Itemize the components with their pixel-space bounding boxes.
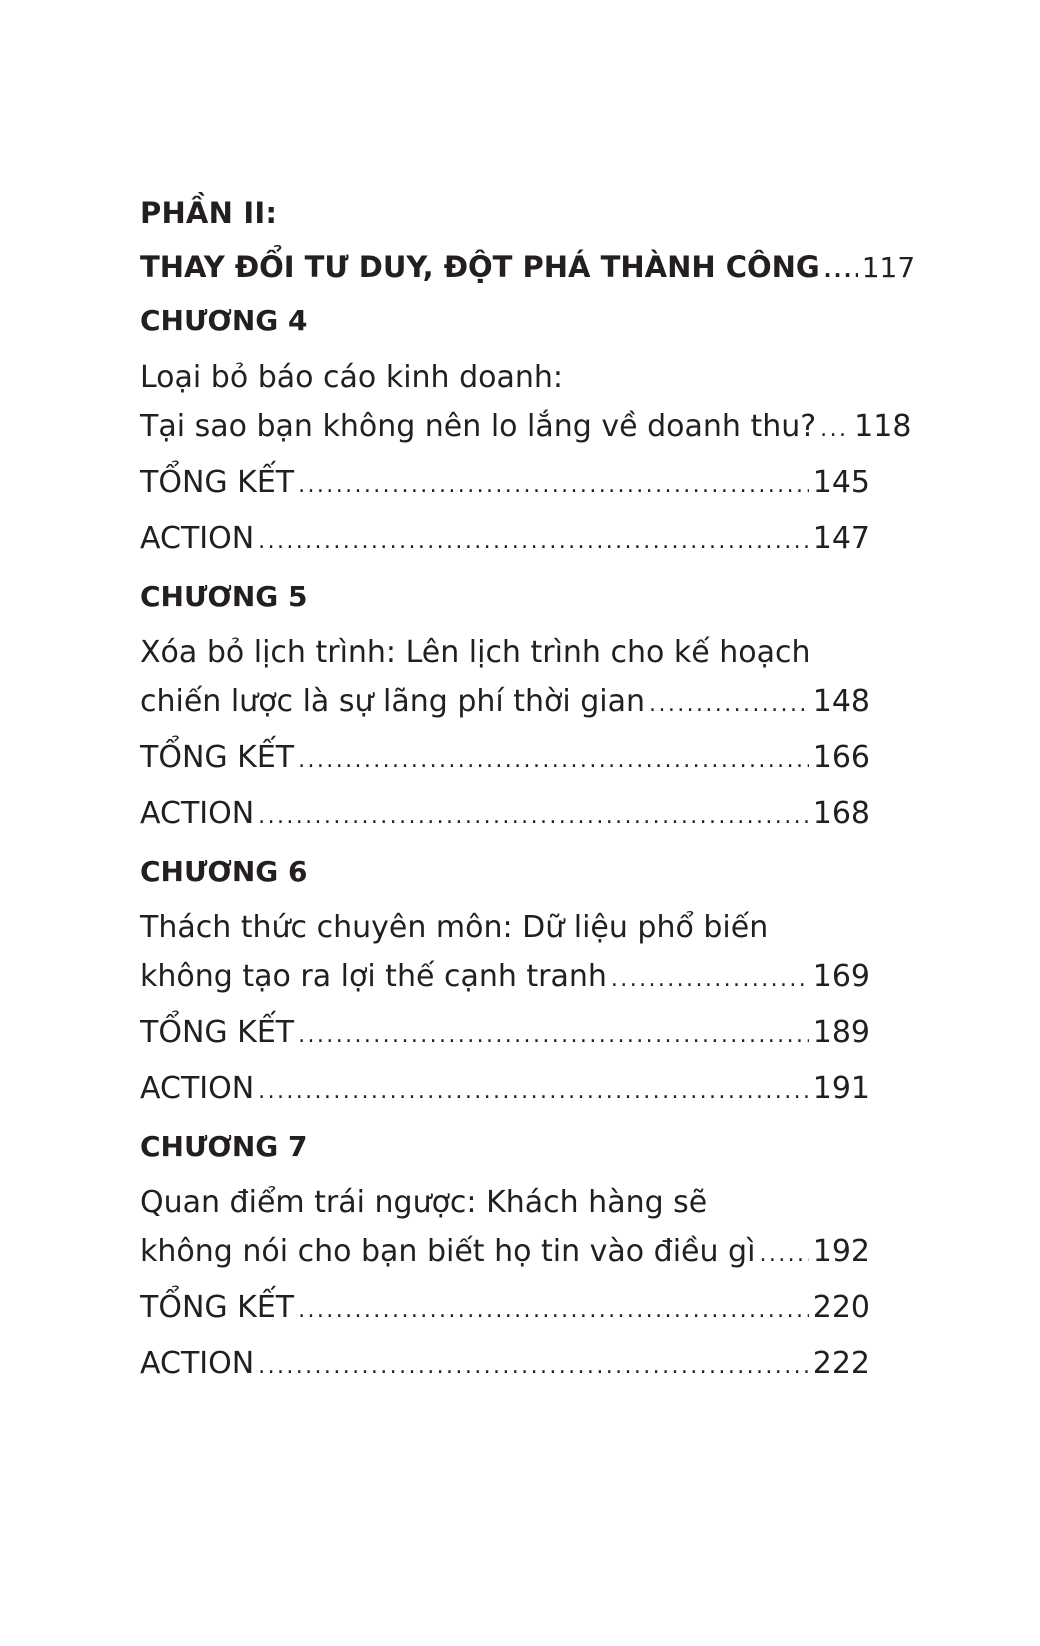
- action-label: ACTION: [140, 1346, 255, 1381]
- chapter-heading: CHƯƠNG 4: [140, 304, 308, 337]
- page-number: 148: [812, 684, 870, 719]
- toc-entry-action[interactable]: [140, 796, 870, 831]
- dot-leader: [258, 804, 809, 829]
- chapter-heading: CHƯƠNG 7: [140, 1130, 308, 1163]
- page-number: 189: [812, 1015, 870, 1050]
- chapter-title-line: Xóa bỏ lịch trình: Lên lịch trình cho kế hoạch: [140, 635, 811, 670]
- summary-label: TỔNG KẾT: [140, 1290, 295, 1325]
- page-number: 169: [812, 959, 870, 994]
- part-label: PHẦN II:: [140, 196, 278, 230]
- toc-entry-action[interactable]: [140, 1346, 870, 1381]
- toc-entry-summary[interactable]: [140, 1015, 870, 1050]
- toc-entry-chapter-title[interactable]: [140, 1234, 870, 1269]
- page-number: 192: [812, 1234, 870, 1269]
- page-number: 147: [812, 521, 870, 556]
- dot-leader: [298, 473, 809, 498]
- chapter-title-line: Quan điểm trái ngược: Khách hàng sẽ: [140, 1185, 708, 1220]
- toc-entry-part-title[interactable]: [140, 250, 916, 284]
- chapter-title-line: không tạo ra lợi thế cạnh tranh: [140, 959, 607, 994]
- chapter-title-line: chiến lược là sự lãng phí thời gian: [140, 684, 646, 719]
- toc-entry-chapter-title[interactable]: [140, 409, 912, 444]
- dot-leader: [298, 1298, 809, 1323]
- chapter-title-line: Thách thức chuyên môn: Dữ liệu phổ biến: [140, 910, 769, 945]
- toc-entry-action[interactable]: [140, 521, 870, 556]
- toc-entry-chapter-title[interactable]: [140, 959, 870, 994]
- dot-leader: [258, 1354, 809, 1379]
- page-number: 222: [812, 1346, 870, 1381]
- dot-leader: [759, 1242, 808, 1267]
- action-label: ACTION: [140, 796, 255, 831]
- page-number: 168: [812, 796, 870, 831]
- action-label: ACTION: [140, 521, 255, 556]
- toc-entry-action[interactable]: [140, 1071, 870, 1106]
- summary-label: TỔNG KẾT: [140, 465, 295, 500]
- page-number: 117: [861, 251, 916, 284]
- chapter-title-line: không nói cho bạn biết họ tin vào điều gì: [140, 1234, 756, 1269]
- toc-entry-summary[interactable]: [140, 465, 870, 500]
- page-number: 118: [854, 409, 912, 444]
- dot-leader: [298, 1023, 809, 1048]
- summary-label: TỔNG KẾT: [140, 740, 295, 775]
- dot-leader: [258, 529, 809, 554]
- toc-entry-summary[interactable]: [140, 740, 870, 775]
- dot-leader: [824, 258, 858, 282]
- page-number: 166: [812, 740, 870, 775]
- dot-leader: [820, 417, 850, 442]
- page-number: 145: [812, 465, 870, 500]
- action-label: ACTION: [140, 1071, 255, 1106]
- toc-entry-chapter-title[interactable]: [140, 684, 870, 719]
- dot-leader: [258, 1079, 809, 1104]
- dot-leader: [649, 692, 809, 717]
- summary-label: TỔNG KẾT: [140, 1015, 295, 1050]
- toc-entry-summary[interactable]: [140, 1290, 870, 1325]
- chapter-title-line: Tại sao bạn không nên lo lắng về doanh thu?: [140, 409, 817, 444]
- dot-leader: [611, 967, 809, 992]
- dot-leader: [298, 748, 809, 773]
- page-number: 220: [812, 1290, 870, 1325]
- chapter-heading: CHƯƠNG 6: [140, 855, 308, 888]
- chapter-heading: CHƯƠNG 5: [140, 580, 308, 613]
- page-number: 191: [812, 1071, 870, 1106]
- chapter-title-line: Loại bỏ báo cáo kinh doanh:: [140, 360, 564, 395]
- part-title: THAY ĐỔI TƯ DUY, ĐỘT PHÁ THÀNH CÔNG: [140, 250, 820, 284]
